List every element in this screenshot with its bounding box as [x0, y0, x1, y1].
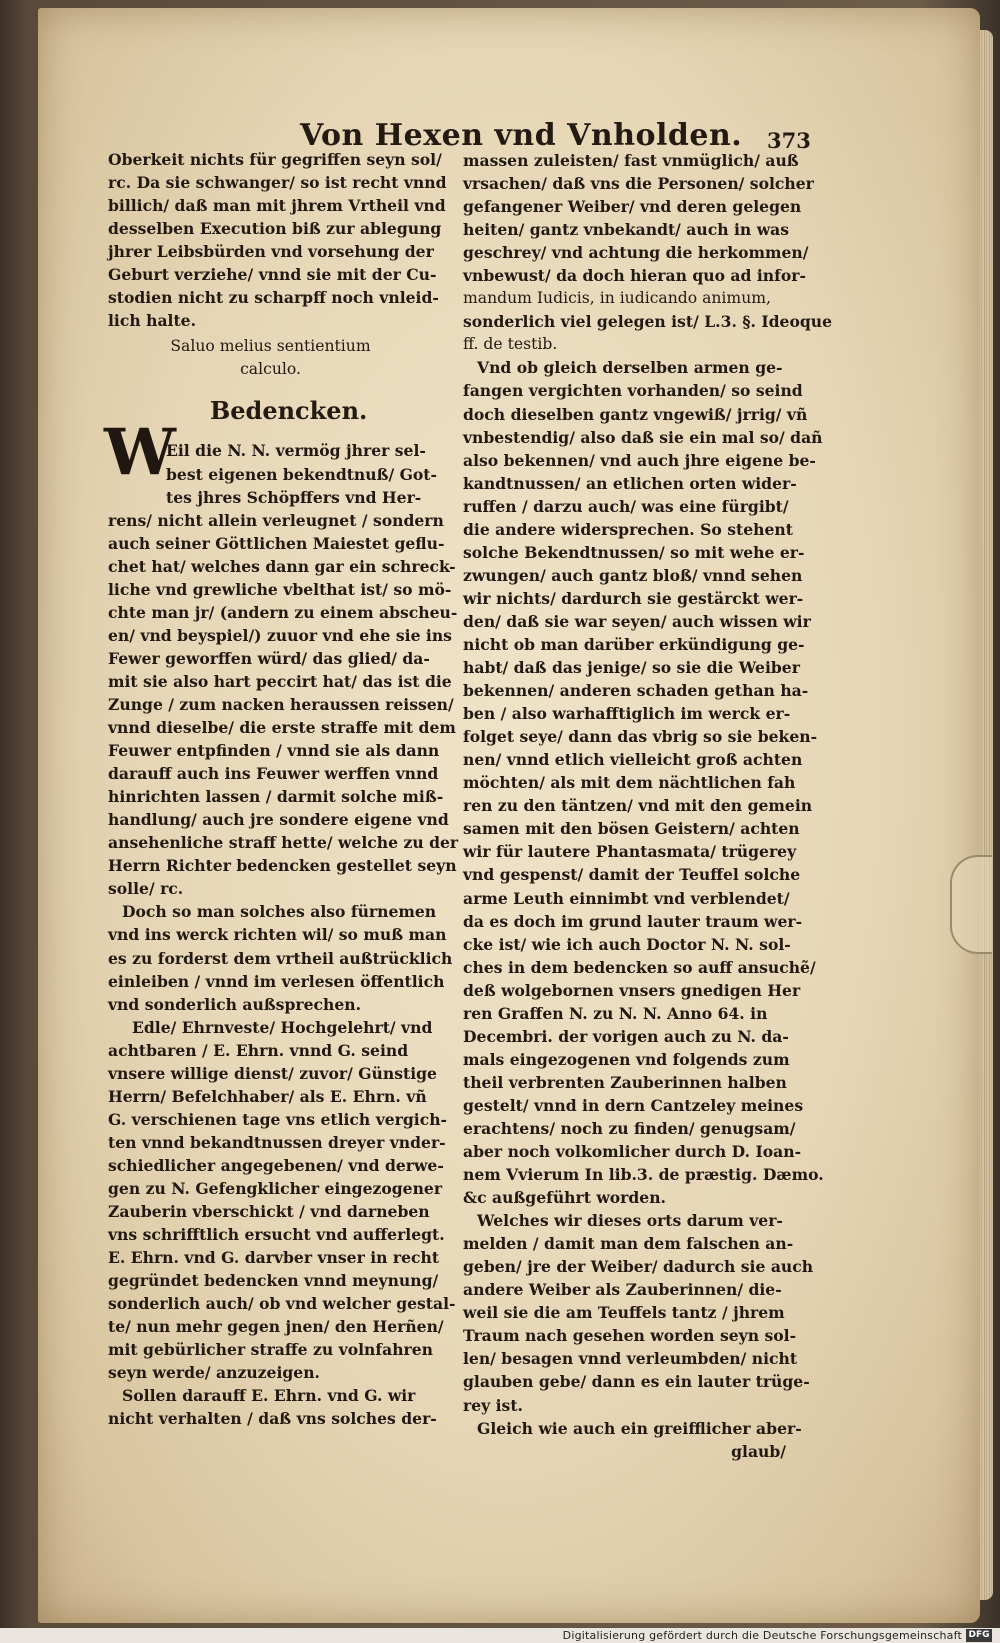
text-line: weil sie die am Teuffels tantz / jhrem: [463, 1303, 785, 1323]
text-line: sonderlich auch/ ob vnd welcher gestal-: [108, 1294, 456, 1314]
text-line: habt/ daß das jenige/ so sie die Weiber: [463, 658, 800, 678]
text-line: liche vnd grewliche vbelthat ist/ so mö-: [108, 579, 452, 599]
text-line: billich/ daß man mit jhrem Vrtheil vnd: [108, 196, 446, 216]
text-line: vnd sonderlich außsprechen.: [108, 994, 362, 1014]
text-line: einleiben / vnnd im verlesen öffentlich: [108, 971, 445, 991]
text-line: rc. Da sie schwanger/ so ist recht vnnd: [108, 173, 447, 193]
text-line: handlung/ auch jre sondere eigene vnd: [108, 810, 449, 830]
text-line: &c außgeführt worden.: [463, 1188, 666, 1208]
text-line: Zunge / zum nacken heraussen reissen/: [108, 694, 454, 714]
text-line: also bekennen/ vnd auch jhre eigene be-: [463, 450, 816, 470]
text-line: gegründet bedencken vnnd meynung/: [108, 1271, 439, 1291]
text-line: Saluo melius sentientium: [170, 337, 371, 356]
text-line: gefangener Weiber/ vnd deren gelegen: [463, 197, 802, 217]
decorated-initial: W: [104, 415, 176, 490]
text-line: gestelt/ vnnd in dern Cantzeley meines: [463, 1095, 804, 1115]
text-line: wir nichts/ dardurch sie gestärckt wer-: [463, 588, 804, 608]
right-paragraph-1: [463, 149, 833, 356]
text-line: kandtnussen/ an etlichen orten wider-: [463, 473, 797, 493]
text-line: Oberkeit nichts für gegriffen seyn sol/: [108, 150, 442, 169]
text-line: mit gebürlicher straffe zu volnfahren: [108, 1340, 434, 1360]
text-line: doch dieselben gantz vngewiß/ jrrig/ vñ: [463, 404, 808, 424]
text-line: Herrn Richter bedencken gestellet seyn: [108, 856, 457, 876]
text-line: aber noch volkomlicher durch D. Ioan-: [463, 1142, 802, 1162]
text-line: andere Weiber als Zauberinnen/ die-: [463, 1280, 782, 1300]
text-line: tes jhres Schöpffers vnd Her-: [166, 487, 422, 507]
text-line: Gleich wie auch ein greifflicher aber-: [477, 1418, 802, 1438]
text-line: Herrn/ Befelchhaber/ als E. Ehrn. vñ: [108, 1086, 427, 1106]
text-line: seyn werde/ anzuzeigen.: [108, 1363, 320, 1383]
text-line: Eil die N. N. vermög jhrer sel-: [166, 441, 426, 461]
text-line: Fewer geworffen würd/ das glied/ da-: [108, 648, 430, 668]
text-line: ten vnnd bekandtnussen dreyer vnder-: [108, 1132, 446, 1152]
text-line: hinrichten lassen / darmit solche miß-: [108, 787, 444, 807]
text-line: Decembri. der vorigen auch zu N. da-: [463, 1026, 789, 1046]
text-line: chet hat/ welches dann gar ein schreck-: [108, 556, 456, 576]
text-line: ben / also warhafftiglich im werck er-: [463, 704, 791, 724]
text-line: nicht ob man darüber erkündigung ge-: [463, 634, 805, 654]
text-line: ansehenliche straff hette/ welche zu der: [108, 833, 459, 853]
text-line: theil verbrenten Zauberinnen halben: [463, 1072, 787, 1092]
text-line: gen zu N. Gefengklicher eingezogener: [108, 1178, 443, 1198]
text-line: samen mit den bösen Geistern/ achten: [463, 819, 800, 839]
text-line: mit sie also hart peccirt hat/ das ist die: [108, 671, 452, 691]
text-line: geschrey/ vnd achtung die herkommen/: [463, 243, 809, 263]
text-line: Traum nach gesehen worden seyn sol-: [463, 1326, 797, 1346]
text-line: erachtens/ noch zu finden/ genugsam/: [463, 1118, 796, 1138]
left-column: [108, 148, 459, 1430]
right-paragraph-4: [463, 1417, 802, 1463]
text-line: vnd gespenst/ damit der Teuffel solche: [463, 865, 801, 885]
text-line: arme Leuth einnimbt vnd verblendet/: [463, 888, 790, 908]
right-column: [463, 149, 833, 1463]
text-line: glaub/: [731, 1441, 786, 1461]
text-line: fangen vergichten vorhanden/ so seind: [463, 381, 803, 401]
left-paragraph-1: [108, 148, 447, 332]
text-line: te/ nun mehr gegen jnen/ den Herñen/: [108, 1317, 444, 1337]
text-line: best eigenen bekendtnuß/ Got-: [166, 464, 437, 484]
text-line: chte man jr/ (andern zu einem abscheu-: [108, 602, 458, 622]
text-line: Zauberin vberschickt / vnd darneben: [108, 1202, 430, 1222]
text-line: schiedlicher angegebenen/ vnd derwe-: [108, 1155, 444, 1175]
text-line: vnsere willige dienst/ zuvor/ Günstige: [108, 1063, 437, 1083]
text-line: wir für lautere Phantasmata/ trügerey: [463, 842, 797, 862]
left-paragraph-3: [108, 900, 453, 1015]
text-line: vnbewust/ da doch hieran quo ad infor-: [463, 266, 806, 286]
text-line: nem Vvierum In lib.3. de præstig. Dæmo.: [463, 1165, 824, 1185]
right-paragraph-2: [463, 356, 824, 1209]
text-line: darauff auch ins Feuwer werffen vnnd: [108, 764, 439, 784]
text-line: nicht verhalten / daß vns solches der-: [108, 1409, 437, 1429]
section-heading: Bedencken.: [210, 396, 368, 425]
text-line: Vnd ob gleich derselben armen ge-: [477, 358, 783, 378]
text-line: vnnd dieselbe/ die erste straffe mit dem: [108, 718, 456, 738]
text-line: es zu forderst dem vrtheil außtrücklich: [108, 948, 453, 968]
text-line: rey ist.: [463, 1395, 523, 1415]
text-line: vnd ins werck richten wil/ so muß man: [108, 925, 447, 945]
text-line: mandum Iudicis, in iudicando animum,: [463, 289, 771, 308]
text-line: sonderlich viel gelegen ist/ L.3. §. Ideoque: [463, 312, 833, 332]
text-line: melden / damit man dem falschen an-: [463, 1234, 794, 1254]
text-line: G. verschienen tage vns etlich vergich-: [108, 1109, 448, 1129]
text-line: ff. de testib.: [463, 335, 558, 354]
text-line: den/ daß sie war seyen/ auch wissen wir: [463, 611, 811, 631]
text-line: Welches wir dieses orts darum ver-: [477, 1211, 783, 1231]
latin-phrase: [108, 335, 433, 381]
page-tab-marker: [950, 855, 992, 954]
text-line: Sollen darauff E. Ehrn. vnd G. wir: [122, 1386, 416, 1406]
text-line: Doch so man solches also fürnemen: [122, 902, 437, 922]
text-line: jhrer Leibsbürden vnd vorsehung der: [108, 242, 434, 262]
text-line: Feuwer entpfinden / vnnd sie als dann: [108, 741, 440, 761]
text-line: mals eingezogenen vnd folgends zum: [463, 1049, 790, 1069]
text-line: stodien nicht zu scharpff noch vnleid-: [108, 288, 439, 308]
right-paragraph-3: [463, 1209, 814, 1416]
text-line: glauben gebe/ dann es ein lauter trüge-: [463, 1372, 810, 1392]
text-line: lich halte.: [108, 311, 197, 331]
footer-bar: [0, 1628, 1000, 1643]
text-line: ren Graffen N. zu N. N. Anno 64. in: [463, 1003, 768, 1023]
text-line: vrsachen/ daß vns die Personen/ solcher: [463, 174, 814, 194]
text-line: nen/ vnnd etlich vielleicht groß achten: [463, 750, 803, 770]
text-line: vns schrifftlich ersucht vnd aufferlegt.: [108, 1225, 445, 1245]
dfg-logo: DFG: [966, 1629, 992, 1642]
page-number: 373: [767, 128, 811, 153]
text-line: achtbaren / E. Ehrn. vnnd G. seind: [108, 1040, 409, 1060]
text-line: en/ vnd beyspiel/) zuuor vnd ehe sie ins: [108, 625, 452, 645]
text-line: Edle/ Ehrnveste/ Hochgelehrt/ vnd: [132, 1017, 433, 1037]
text-line: deß wolgebornen vnsers gnedigen Her: [463, 980, 801, 1000]
text-line: calculo.: [240, 360, 301, 379]
text-line: da es doch im grund lauter traum wer-: [463, 911, 803, 931]
text-line: die andere widersprechen. So stehent: [463, 519, 793, 539]
text-line: folget seye/ dann das vbrig so sie beken-: [463, 727, 818, 747]
funding-notice: Digitalisierung gefördert durch die Deutsche Forschungsgemeinschaft: [562, 1629, 962, 1642]
text-line: solche Bekendtnussen/ so mit wehe er-: [463, 542, 805, 562]
text-line: len/ besagen vnnd verleumbden/ nicht: [463, 1349, 798, 1369]
text-line: E. Ehrn. vnd G. darvber vnser in recht: [108, 1248, 440, 1268]
text-line: vnbestendig/ also daß sie ein mal so/ dañ: [463, 427, 823, 447]
left-paragraph-4: [108, 1016, 456, 1385]
text-line: zwungen/ auch gantz bloß/ vnnd sehen: [463, 565, 803, 585]
text-line: solle/ rc.: [108, 879, 184, 899]
text-line: desselben Execution biß zur ablegung: [108, 219, 442, 239]
text-line: heiten/ gantz vnbekandt/ auch in was: [463, 220, 789, 240]
text-line: bekennen/ anderen schaden gethan ha-: [463, 681, 809, 701]
text-line: möchten/ als mit dem nächtlichen fah: [463, 773, 796, 793]
text-line: ruffen / darzu auch/ was eine fürgibt/: [463, 496, 789, 516]
text-line: ren zu den täntzen/ vnd mit den gemein: [463, 796, 813, 816]
text-line: rens/ nicht allein verleugnet / sondern: [108, 510, 444, 530]
text-line: auch seiner Göttlichen Maiestet geflu-: [108, 533, 445, 553]
text-line: Geburt verziehe/ vnnd sie mit der Cu-: [108, 265, 437, 285]
left-paragraph-2: [108, 439, 459, 900]
left-paragraph-5: [108, 1384, 437, 1430]
text-line: geben/ jre der Weiber/ dadurch sie auch: [463, 1257, 814, 1277]
text-line: ches in dem bedencken so auff ansuchẽ/: [463, 957, 816, 977]
text-line: cke ist/ wie ich auch Doctor N. N. sol-: [463, 934, 791, 954]
text-line: massen zuleisten/ fast vnmüglich/ auß: [463, 151, 799, 170]
running-head: Von Hexen vnd Vnholden.: [300, 118, 743, 153]
